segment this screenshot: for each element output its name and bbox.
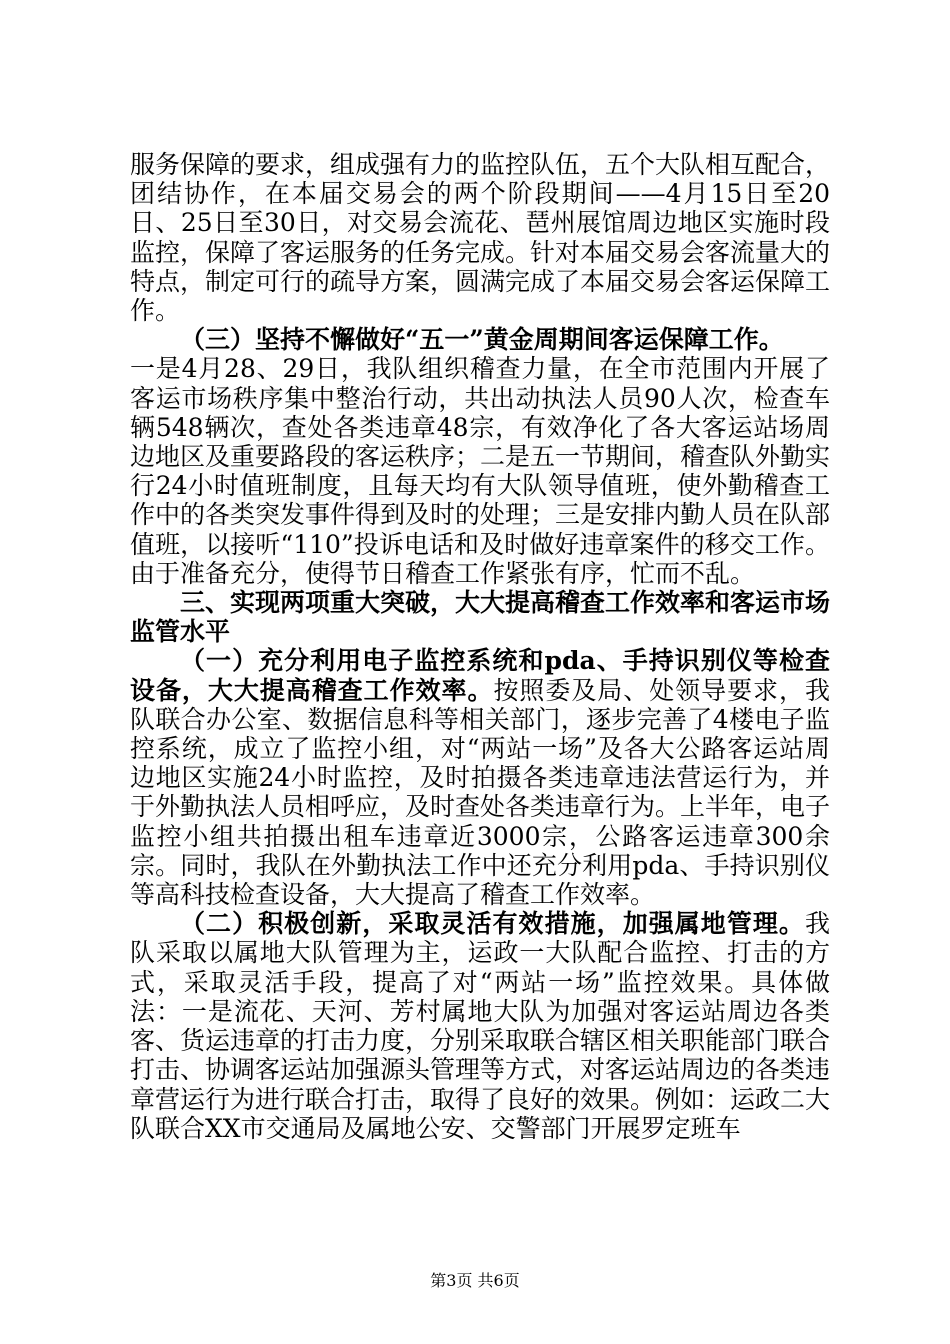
paragraph-4-text: 按照委及局、处领导要求，我队联合办公室、数据信息科等相关部门，逐步完善了4楼电子监控系统，成立了监控小组，对“两站一场”及各大公路客运站周边地区实施24小时监控，及时拍摄各类违章违法营运行为，并于外勤执法人员相呼应，及时查处各类违章行为。上半年，电子监控小组共拍摄出租车违章近3000宗，公路客运违章300余宗。同时，我队在外勤执法工作中还充分利用pda、手持识别仪等高科技检查设备，大大提高了稽查工作效率。 <box>130 675 831 910</box>
paragraph-2-text: 一是4月28、29日，我队组织稽查力量，在全市范围内开展了客运市场秩序集中整治行动，共出动执法人员90人次，检查车辆548辆次，查处各类违章48宗，有效净化了各大客运站场周边地区及重要路段的客运秩序；二是五一节期间，稽查队外勤实行24小时值班制度，且每天均有大队领导值班，使外勤稽查工作中的各类突发事件得到及时的处理；三是安排内勤人员在队部值班，以接听“110”投诉电话和及时做好违章案件的移交工作。由于准备充分，使得节日稽查工作紧张有序，忙而不乱。 <box>130 354 831 588</box>
section-heading-2: （二）积极创新，采取灵活有效措施，加强属地管理。 <box>180 909 805 939</box>
chapter-heading-three-text: 三、实现两项重大突破，大大提高稽查工作效率和客运市场监管水平 <box>130 588 831 647</box>
section-heading-3: （三）坚持不懈做好“五一”黄金周期间客运保障工作。 <box>180 325 784 355</box>
paragraph-1 <box>130 150 830 325</box>
chapter-heading-three <box>130 588 830 646</box>
document-page <box>130 150 830 1143</box>
paragraph-1-text: 服务保障的要求，组成强有力的监控队伍，五个大队相互配合，团结协作，在本届交易会的两个阶段期间——4月15日至20日、25日至30日，对交易会流花、琶州展馆周边地区实施时段监控，保障了客运服务的任务完成。针对本届交易会客流量大的特点，制定可行的疏导方案，圆满完成了本届交易会客运保障工作。 <box>130 150 831 326</box>
paragraph-5 <box>130 909 830 1143</box>
paragraph-5-text: 我队采取以属地大队管理为主，运政一大队配合监控、打击的方式，采取灵活手段，提高了对“两站一场”监控效果。具体做法：一是流花、天河、芳村属地大队为加强对客运站周边各类客、货运违章的打击力度，分别采取联合辖区相关职能部门联合打击、协调客运站加强源头管理等方式，对客运站周边的各类违章营运行为进行联合打击，取得了良好的效果。例如：运政二大队联合XX市交通局及属地公安、交警部门开展罗定班车 <box>130 909 831 1143</box>
paragraph-4 <box>130 646 830 909</box>
section-heading-1: （一）充分利用电子监控系统和pda、手持识别仪等检查设备，大大提高稽查工作效率。 <box>130 646 830 705</box>
paragraph-2 <box>130 325 830 588</box>
page-footer: 第3页 共6页 <box>430 1271 520 1290</box>
